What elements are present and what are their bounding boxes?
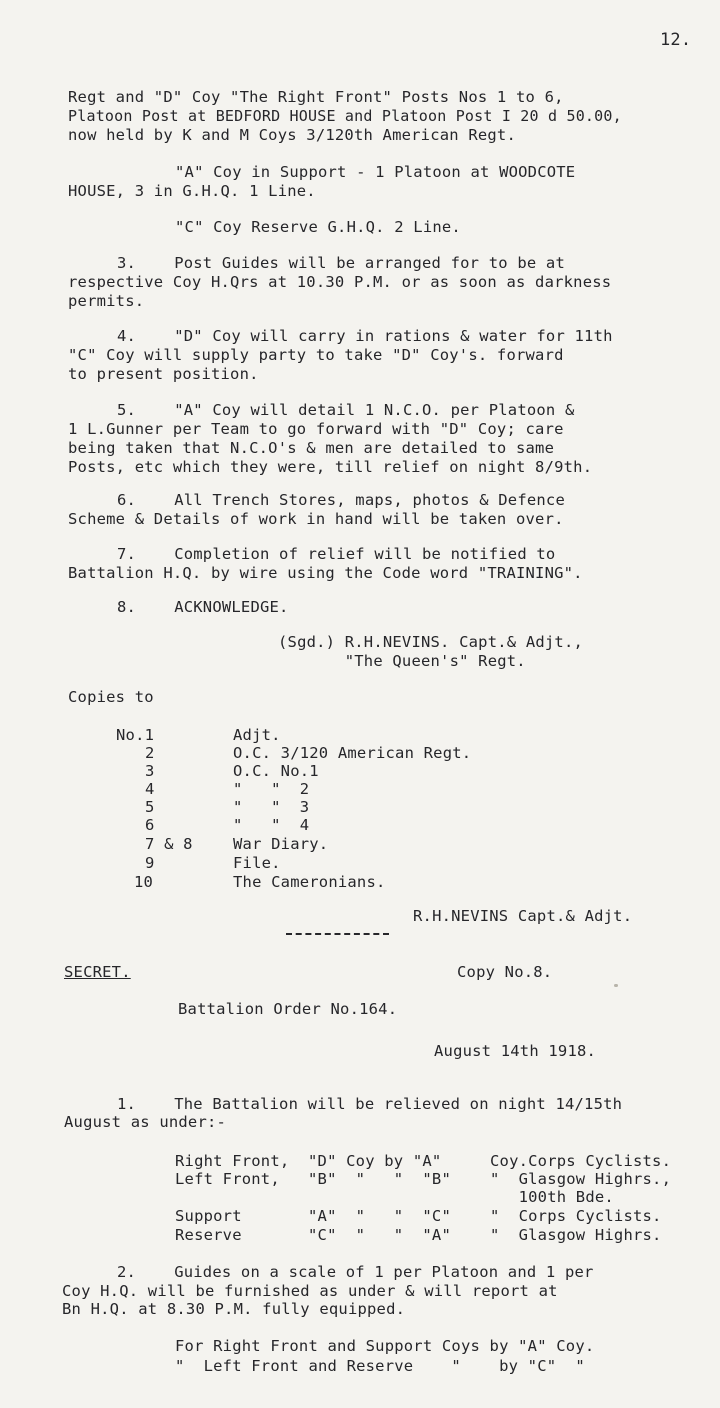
para-3-line-1: 3. Post Guides will be arranged for to be at (117, 254, 565, 272)
para-4-line-1: 4. "D" Coy will carry in rations & water for 11th (117, 327, 613, 345)
para-5-line-3: being taken that N.C.O's & men are detailed to same (68, 439, 555, 457)
ink-smudge (614, 984, 618, 987)
copies-heading: Copies to (68, 688, 154, 706)
reserve-line: "C" Coy Reserve G.H.Q. 2 Line. (175, 218, 461, 236)
copy-recipient: " " 3 (233, 798, 310, 816)
guides-para-line-2: Coy H.Q. will be furnished as under & will report at (62, 1282, 558, 1300)
copy-no: 9 (145, 854, 155, 872)
copy-no: 2 (145, 744, 155, 762)
para-5-line-4: Posts, etc which they were, till relief on night 8/9th. (68, 458, 593, 476)
relief-coy: "D" Coy by "A" (308, 1152, 442, 1170)
relief-post: Right Front, (175, 1152, 290, 1170)
relief-coy: "A" " " "C" (308, 1207, 451, 1225)
copy-recipient: The Cameronians. (233, 873, 386, 891)
copy-recipient: O.C. No.1 (233, 762, 319, 780)
guides-line-1: For Right Front and Support Coys by "A" Coy. (175, 1337, 595, 1355)
relief-by: Coy.Corps Cyclists. (490, 1152, 672, 1170)
para-5-line-1: 5. "A" Coy will detail 1 N.C.O. per Platoon & (117, 401, 575, 419)
continuation-line-2: Platoon Post at BEDFORD HOUSE and Platoon Post I 20 d 50.00, (68, 107, 622, 125)
para-7-line-2: Battalion H.Q. by wire using the Code word "TRAINING". (68, 564, 583, 582)
copy-number: Copy No.8. (457, 963, 553, 981)
copy-no: 10 (134, 873, 154, 891)
relief-by: " Glasgow Highrs. (490, 1226, 662, 1244)
support-line-2: HOUSE, 3 in G.H.Q. 1 Line. (68, 182, 316, 200)
guides-para-line-1: 2. Guides on a scale of 1 per Platoon and 1 per (117, 1263, 594, 1281)
continuation-line-1: Regt and "D" Coy "The Right Front" Posts Nos 1 to 6, (68, 88, 564, 106)
relief-by: " Corps Cyclists. (490, 1207, 662, 1225)
para-7-line-1: 7. Completion of relief will be notified to (117, 545, 556, 563)
para-4-line-2: "C" Coy will supply party to take "D" Coy's. forward (68, 346, 564, 364)
relief-para-line-2: August as under:- (64, 1113, 227, 1131)
order-title: Battalion Order No.164. (178, 1000, 398, 1018)
copy-recipient: O.C. 3/120 American Regt. (233, 744, 472, 762)
copy-recipient: War Diary. (233, 835, 329, 853)
support-line-1: "A" Coy in Support - 1 Platoon at WOODCOTE (175, 163, 576, 181)
secret-label: SECRET. (64, 963, 131, 981)
copy-no: 4 (145, 780, 155, 798)
signature-1-line-2: "The Queen's" Regt. (278, 652, 526, 670)
para-6-line-1: 6. All Trench Stores, maps, photos & Defence (117, 491, 565, 509)
relief-by: 100th Bde. (490, 1188, 614, 1206)
page-number: 12. (660, 30, 692, 50)
relief-post: Support (175, 1207, 242, 1225)
relief-by: " Glasgow Highrs., (490, 1170, 672, 1188)
relief-post: Left Front, (175, 1170, 280, 1188)
copy-recipient: Adjt. (233, 726, 281, 744)
relief-para-line-1: 1. The Battalion will be relieved on night 14/15th (117, 1095, 623, 1113)
continuation-line-3: now held by K and M Coys 3/120th American Regt. (68, 126, 516, 144)
para-4-line-3: to present position. (68, 365, 259, 383)
signature-1-line-1: (Sgd.) R.H.NEVINS. Capt.& Adjt., (278, 633, 584, 651)
para-6-line-2: Scheme & Details of work in hand will be taken over. (68, 510, 564, 528)
copy-recipient: " " 4 (233, 816, 310, 834)
copy-no: 6 (145, 816, 155, 834)
section-divider (286, 933, 389, 935)
copy-recipient: " " 2 (233, 780, 310, 798)
copy-no: 7 & 8 (145, 835, 193, 853)
relief-coy: "C" " " "A" (308, 1226, 451, 1244)
copy-recipient: File. (233, 854, 281, 872)
copy-no: No.1 (116, 726, 155, 744)
para-5-line-2: 1 L.Gunner per Team to go forward with "D" Coy; care (68, 420, 564, 438)
para-8-acknowledge: 8. ACKNOWLEDGE. (117, 598, 289, 616)
copy-no: 5 (145, 798, 155, 816)
guides-para-line-3: Bn H.Q. at 8.30 P.M. fully equipped. (62, 1300, 406, 1318)
signature-2: R.H.NEVINS Capt.& Adjt. (413, 907, 633, 925)
guides-line-2: " Left Front and Reserve " by "C" " (175, 1357, 585, 1375)
relief-coy: "B" " " "B" (308, 1170, 451, 1188)
copy-no: 3 (145, 762, 155, 780)
relief-post: Reserve (175, 1226, 242, 1244)
para-3-line-3: permits. (68, 292, 145, 310)
para-3-line-2: respective Coy H.Qrs at 10.30 P.M. or as soon as darkness (68, 273, 612, 291)
order-date: August 14th 1918. (434, 1042, 597, 1060)
